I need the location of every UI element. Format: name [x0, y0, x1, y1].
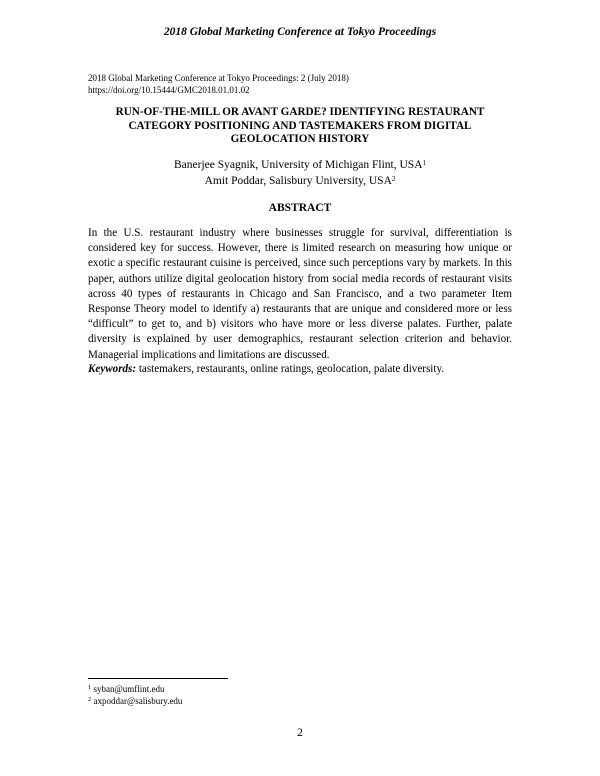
author-line: [88, 173, 512, 189]
author-line: [88, 157, 512, 173]
author-name: Amit Poddar, Salisbury University, USA: [204, 175, 392, 187]
footnote-email[interactable]: syban@umflint.edu: [91, 684, 165, 694]
keywords-text: tastemakers, restaurants, online ratings, geolocation, palate diversity.: [136, 363, 445, 375]
keywords-line: [88, 362, 512, 377]
footnotes: [88, 683, 182, 707]
keywords-label: Keywords:: [88, 363, 137, 375]
footnote-email[interactable]: axpoddar@salisbury.edu: [91, 696, 183, 706]
title-line: GEOLOCATION HISTORY: [230, 133, 370, 145]
footnote-mark: 2: [391, 175, 396, 183]
running-header: 2018 Global Marketing Conference at Tokyo Proceedings: [163, 26, 437, 38]
citation-block: [88, 72, 349, 96]
paper-title: [88, 106, 512, 147]
footnote-mark: 1: [88, 684, 92, 691]
author-name: Banerjee Syagnik, University of Michigan Flint, USA: [174, 159, 423, 171]
page-number: 2: [297, 727, 303, 739]
citation-line: 2018 Global Marketing Conference at Tokyo Proceedings: 2 (July 2018): [88, 73, 349, 83]
title-line: CATEGORY POSITIONING AND TASTEMAKERS FROM DIGITAL: [128, 119, 472, 132]
footnote: [88, 683, 182, 695]
footnote-divider: [88, 678, 228, 679]
footnote-mark: 1: [422, 159, 426, 167]
title-line: RUN-OF-THE-MILL OR AVANT GARDE? IDENTIFYING RESTAURANT: [115, 106, 485, 118]
footnote-mark: 2: [88, 696, 92, 703]
abstract-body: In the U.S. restaurant industry where businesses struggle for survival, differentiation is considered key for success. However, there is limited research on measuring how unique or exotic a specific restaurant cuisine is perceived, since such perceptions vary by markets. In this paper, authors utilize digital geolocation history from social media records of restaurant visits across 40 types of restaurants in Chicago and San Francisco, and a two parameter Item Response Theory model to identify a) restaurants that are unique and considered more or less “difficult” to get to, and b) visitors who have more or less diverse palates. Further, palate diversity is explained by user demographics, restaurant selection criterion and behavior. Managerial implications and limitations are discussed.: [88, 227, 512, 361]
author-list: [88, 157, 512, 189]
abstract-heading: ABSTRACT: [268, 202, 332, 214]
footnote: [88, 695, 182, 707]
doi-link[interactable]: https://doi.org/10.15444/GMC2018.01.01.02: [88, 85, 250, 95]
